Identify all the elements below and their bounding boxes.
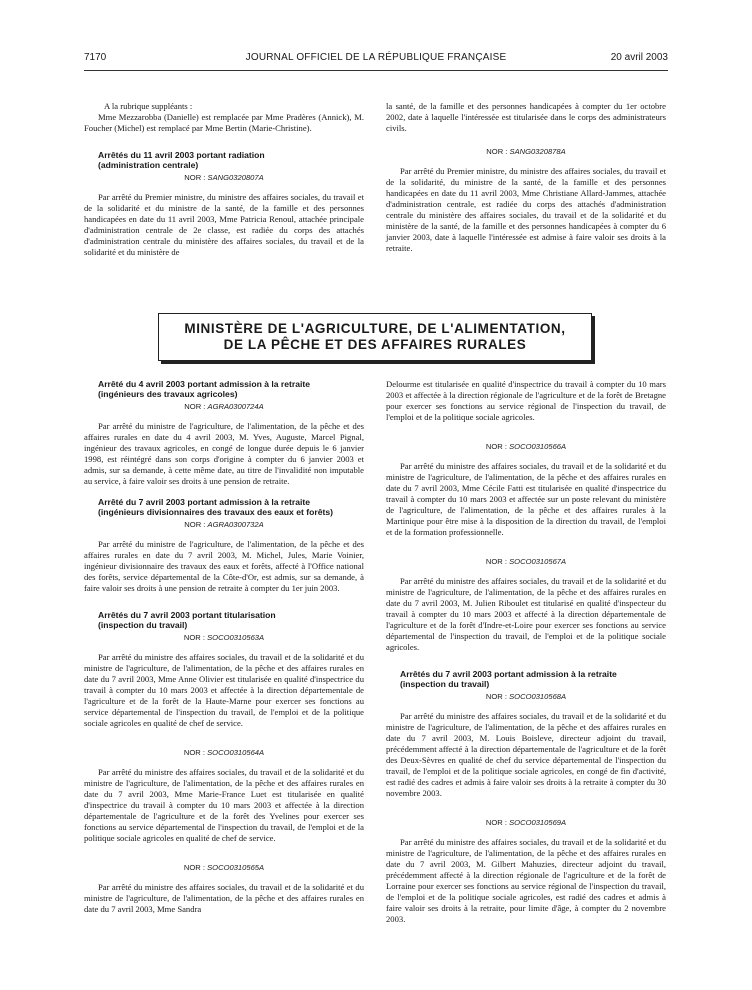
top-right-column (386, 101, 666, 254)
top-left-column (84, 101, 364, 258)
journal-title: JOURNAL OFFICIEL DE LA RÉPUBLIQUE FRANÇAISE (245, 52, 507, 63)
ministry-title-line-2: DE LA PÊCHE ET DES AFFAIRES RURALES (223, 337, 527, 352)
section-title: Arrêtés du 7 avril 2003 portant titularisation (98, 610, 276, 620)
nor-code: SANG0320807A (207, 173, 264, 182)
nor-code: AGRA0300732A (207, 520, 264, 529)
decree-body: Par arrêté du ministre des affaires sociales, du travail et de la solidarité et du ministre de l'agriculture, de l'alimentation, de la pêche et des affaires rurales en date du 7 avril 2003, Mme Sandra (84, 882, 364, 914)
nor-reference (386, 441, 666, 452)
nor-label: NOR : (184, 520, 206, 529)
nor-label: NOR : (485, 818, 507, 827)
decree-body: Par arrêté du ministre des affaires sociales, du travail et de la solidarité et du ministre de l'agriculture, de l'alimentation, de la pêche et des affaires rurales en date du 7 avril 2003, M. Gilbert Mahuzies, directeur adjoint du travail, précédemment affecté à la direction régionale de l'agriculture et de la forêt de Lorraine pour exercer ses fonctions au service régional de l'inspection du travail, de l'emploi et de la politique sociale agricoles, est radié des cadres et admis à faire valoir ses droits à la retraite, pour limite d'âge, à compter du 2 novembre 2003. (386, 837, 666, 924)
nor-label: NOR : (486, 147, 508, 156)
ministry-banner (158, 313, 592, 361)
nor-reference (386, 556, 666, 567)
nor-code: SOCO0310569A (509, 818, 567, 827)
nor-code: SOCO0310568A (509, 692, 567, 701)
nor-reference (84, 519, 364, 530)
section-subtitle: (ingénieurs des travaux agricoles) (98, 389, 238, 399)
nor-reference (386, 817, 666, 828)
nor-code: AGRA0300724A (207, 402, 264, 411)
nor-reference (84, 172, 364, 183)
nor-label: NOR : (184, 173, 206, 182)
nor-label: NOR : (183, 633, 205, 642)
nor-code: SANG0320878A (509, 147, 566, 156)
section-subtitle: (administration centrale) (98, 160, 199, 170)
nor-code: SOCO0310563A (207, 633, 265, 642)
nor-reference (84, 862, 364, 873)
nor-code: SOCO0310564A (207, 748, 265, 757)
decree-body: Par arrêté du ministre des affaires sociales, du travail et de la solidarité et du ministre de l'agriculture, de l'alimentation, de la pêche et des affaires rurales en date du 7 avril 2003, Mme Anne Olivier est titularisée en qualité d'inspectrice du travail à compter du 10 mars 2003 et affectée à la direction départementale de l'agriculture et de la forêt de la Haute-Marne pour exercer ses fonctions au service départemental de l'inspection du travail, de l'emploi et de la politique sociale agricoles en qualité de chef de service. (84, 652, 364, 728)
replacement-text: Mme Mezzarobba (Danielle) est remplacée par Mme Pradères (Annick), M. Foucher (Michel) est remplacé par Mme Bertin (Marie-Christine). (84, 112, 364, 133)
nor-code: SOCO0310566A (509, 442, 567, 451)
nor-label: NOR : (183, 748, 205, 757)
continuation-text: la santé, de la famille et des personnes handicapées à compter du 1er octobre 2002, date à laquelle l'intéressée est titularisée dans le corps des administrateurs civils. (386, 101, 666, 133)
nor-label: NOR : (485, 692, 507, 701)
section-subtitle: (inspection du travail) (98, 620, 188, 630)
decree-body: Par arrêté du ministre des affaires sociales, du travail et de la solidarité et du ministre de l'agriculture, de l'alimentation, de la pêche et des affaires rurales en date du 7 avril 2003, Mme Marie-France Luet est titularisée en qualité d'inspectrice du travail à compter du 10 mars 2003 et affectée à la direction départementale de l'agriculture et de la forêt des Yvelines pour exercer ses fonctions au service départemental de l'inspection du travail, de l'emploi et de la politique sociale agricoles en qualité de chef de service. (84, 767, 364, 843)
page-number: 7170 (84, 52, 107, 63)
nor-code: SOCO0310565A (207, 863, 265, 872)
decree-body: Par arrêté du ministre de l'agriculture, de l'alimentation, de la pêche et des affaires rurales en date du 7 avril 2003, M. Michel, Jules, Marie Voinier, ingénieur divisionnaire des travaux des eaux et forêts, affecté à l'Office national des forêts, service départemental de la Côte-d'Or, est admis, sur sa demande, à faire valoir ses droits à une pension de retraite à compter du 1er juin 2003. (84, 539, 364, 593)
nor-reference (84, 747, 364, 758)
section-title: Arrêtés du 7 avril 2003 portant admission à la retraite (400, 669, 617, 679)
nor-reference (386, 146, 666, 157)
nor-label: NOR : (183, 863, 205, 872)
continuation-text: Delourme est titularisée en qualité d'inspectrice du travail à compter du 10 mars 2003 et affectée à la direction régionale de l'agriculture et de la forêt de Bretagne pour exercer ses fonctions au service régional de l'inspection du travail, de l'emploi et de la politique sociale agricoles. (386, 379, 666, 422)
nor-reference (84, 401, 364, 412)
page-header (84, 52, 668, 71)
nor-label: NOR : (485, 557, 507, 566)
decree-body: Par arrêté du Premier ministre, du ministre des affaires sociales, du travail et de la solidarité, du ministre de la santé, de la famille et des personnes handicapées en date du 11 avril 2003, Mme Christiane Allard-Jammes, attachée d'administration centrale, est radiée du corps des attachés d'administration centrale du ministère des affaires sociales, du travail et de la solidarité et du ministère de la santé, de la famille et des personnes handicapées à compter du 6 janvier 2003, date à laquelle l'intéressée est admise à faire valoir ses droits à la retraite. (386, 166, 666, 253)
nor-label: NOR : (485, 442, 507, 451)
decree-body: Par arrêté du ministre des affaires sociales, du travail et de la solidarité et du ministre de l'agriculture, de l'alimentation, de la pêche et des affaires rurales en date du 7 avril 2003, Mme Cécile Fatti est titularisée en qualité d'inspectrice du travail à compter du 10 mars 2003 et affectée sur un poste relevant du ministère de l'agriculture, de l'alimentation, de la pêche et des affaires rurales à la Martinique pour être mise à la disposition de la direction du travail, de l'emploi et de la formation professionnelle. (386, 461, 666, 537)
section-subtitle: (inspection du travail) (400, 679, 490, 689)
decree-body: Par arrêté du ministre des affaires sociales, du travail et de la solidarité et du ministre de l'agriculture, de l'alimentation, de la pêche et des affaires rurales en date du 7 avril 2003, M. Louis Boisleve, directeur adjoint du travail, précédemment affecté à la direction départementale de l'agriculture et de la forêt des Deux-Sèvres en qualité de chef du service départemental de l'inspection du travail, de l'emploi et de la politique sociale agricoles, en congé de fin d'activité, est radié des cadres et admis à faire valoir ses droits à la retraite à compter du 30 novembre 2003. (386, 711, 666, 798)
decree-body: Par arrêté du ministre des affaires sociales, du travail et de la solidarité et du ministre de l'agriculture, de l'alimentation, de la pêche et des affaires rurales en date du 7 avril 2003, M. Julien Riboulet est titularisé en qualité d'inspecteur du travail à compter du 10 mars 2003 et affecté à la direction départementale de l'agriculture et de la forêt d'Indre-et-Loire pour exercer ses fonctions au service départemental de l'inspection du travail, de l'emploi et de la politique sociale agricoles. (386, 576, 666, 652)
ministry-title-line-1: MINISTÈRE DE L'AGRICULTURE, DE L'ALIMENTATION, (184, 321, 566, 336)
nor-reference (84, 632, 364, 643)
issue-date: 20 avril 2003 (610, 52, 668, 63)
section-title: Arrêtés du 11 avril 2003 portant radiation (98, 150, 265, 160)
section-title: Arrêté du 4 avril 2003 portant admission à la retraite (98, 379, 311, 389)
decree-body: Par arrêté du ministre de l'agriculture, de l'alimentation, de la pêche et des affaires rurales en date du 4 avril 2003, M. Yves, Auguste, Marcel Pignal, ingénieur des travaux agricoles, en congé de longue durée depuis le 6 janvier 1998, est réintégré dans son corps d'origine à compter du 6 janvier 2003 et admis, sur sa demande, à cette même date, au titre de l'invalidité non imputable au service, à faire valoir ses droits à une pension de retraite. (84, 421, 364, 486)
decree-body: Par arrêté du Premier ministre, du ministre des affaires sociales, du travail et de la solidarité et du ministre de la santé, de la famille et des personnes handicapées en date du 11 avril 2003, Mme Patricia Renoul, attachée principale d'administration centrale de 2e classe, est radiée du corps des attachés d'administration centrale du ministère des affaires sociales, du travail et de la solidarité et du ministère de (84, 192, 364, 257)
nor-label: NOR : (184, 402, 206, 411)
section-title: Arrêté du 7 avril 2003 portant admission à la retraite (98, 497, 311, 507)
lower-right-column (386, 379, 666, 925)
intro-text: A la rubrique suppléants : (104, 101, 193, 111)
lower-left-column (84, 379, 364, 915)
section-subtitle: (ingénieurs divisionnaires des travaux des eaux et forêts) (98, 507, 333, 517)
nor-code: SOCO0310567A (509, 557, 567, 566)
nor-reference (386, 691, 666, 702)
